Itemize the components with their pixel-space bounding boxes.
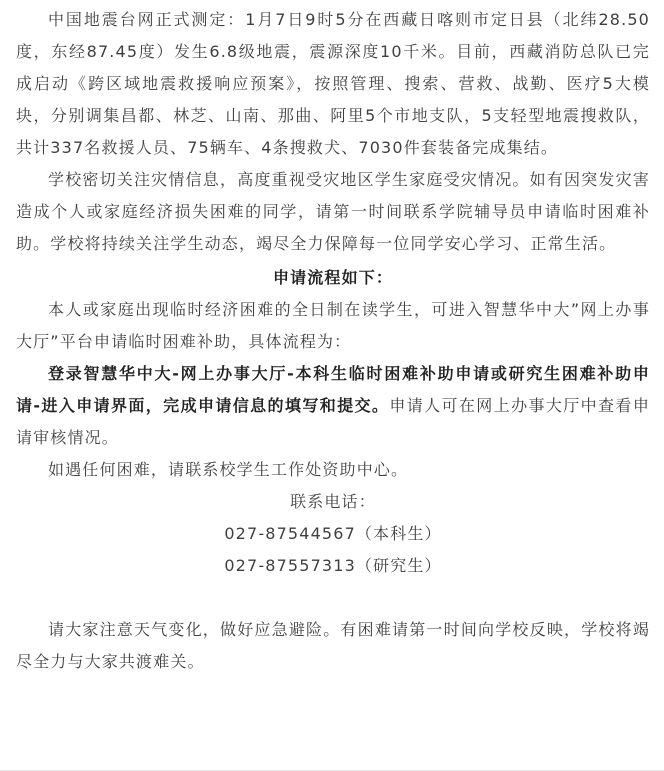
process-heading: 申请流程如下： bbox=[272, 268, 394, 287]
steps-bold-text: 登录智慧华中大-网上办事大厅-本科生临时困难补助申请或研究生困难补助申请-进入申请界面，完成申请信息的填写和提交。 bbox=[16, 364, 650, 415]
quake-report-paragraph: 中国地震台网正式测定：1月7日9时5分在西藏日喀则市定日县（北纬28.50度，东经87.45度）发生6.8级地震，震源深度10千米。目前，西藏消防总队已完成启动《跨区域地震救援响应预案》，按照管理、搜索、营救、战勤、医疗5大模块，分别调集昌都、林芝、山南、那曲、阿里5个市地支队，5支轻型地震搜救队，共计337名救援人员、75辆车、4条搜救犬、7030件套装备完成集结。 bbox=[16, 10, 650, 157]
school-notice-paragraph: 学校密切关注灾情信息，高度重视受灾地区学生家庭受灾情况。如有因突发灾害造成个人或家庭经济损失困难的同学，请第一时间联系学院辅导员申请临时困难补助。学校将持续关注学生动态，竭尽全力保障每一位同学安心学习、正常生活。 bbox=[16, 170, 650, 253]
closing-paragraph: 请大家注意天气变化，做好应急避险。有困难请第一时间向学校反映，学校将竭尽全力与大家共渡难关。 bbox=[16, 620, 650, 671]
contact-phone-undergrad: 027-87544567（本科生） bbox=[224, 524, 442, 543]
help-paragraph: 如遇任何困难，请联系校学生工作处资助中心。 bbox=[48, 460, 409, 479]
blank-line bbox=[16, 582, 650, 614]
contact-phone-graduate: 027-87557313（研究生） bbox=[224, 556, 442, 575]
steps-paragraph bbox=[16, 358, 650, 454]
contact-label: 联系电话： bbox=[290, 492, 376, 511]
eligibility-paragraph: 本人或家庭出现临时经济困难的全日制在读学生，可进入智慧华中大”网上办事大厅”平台申请临时困难补助，具体流程为： bbox=[16, 300, 650, 351]
steps-tail-text: 申请人可在网上办事大厅中查看申请审核情况。 bbox=[16, 396, 650, 447]
